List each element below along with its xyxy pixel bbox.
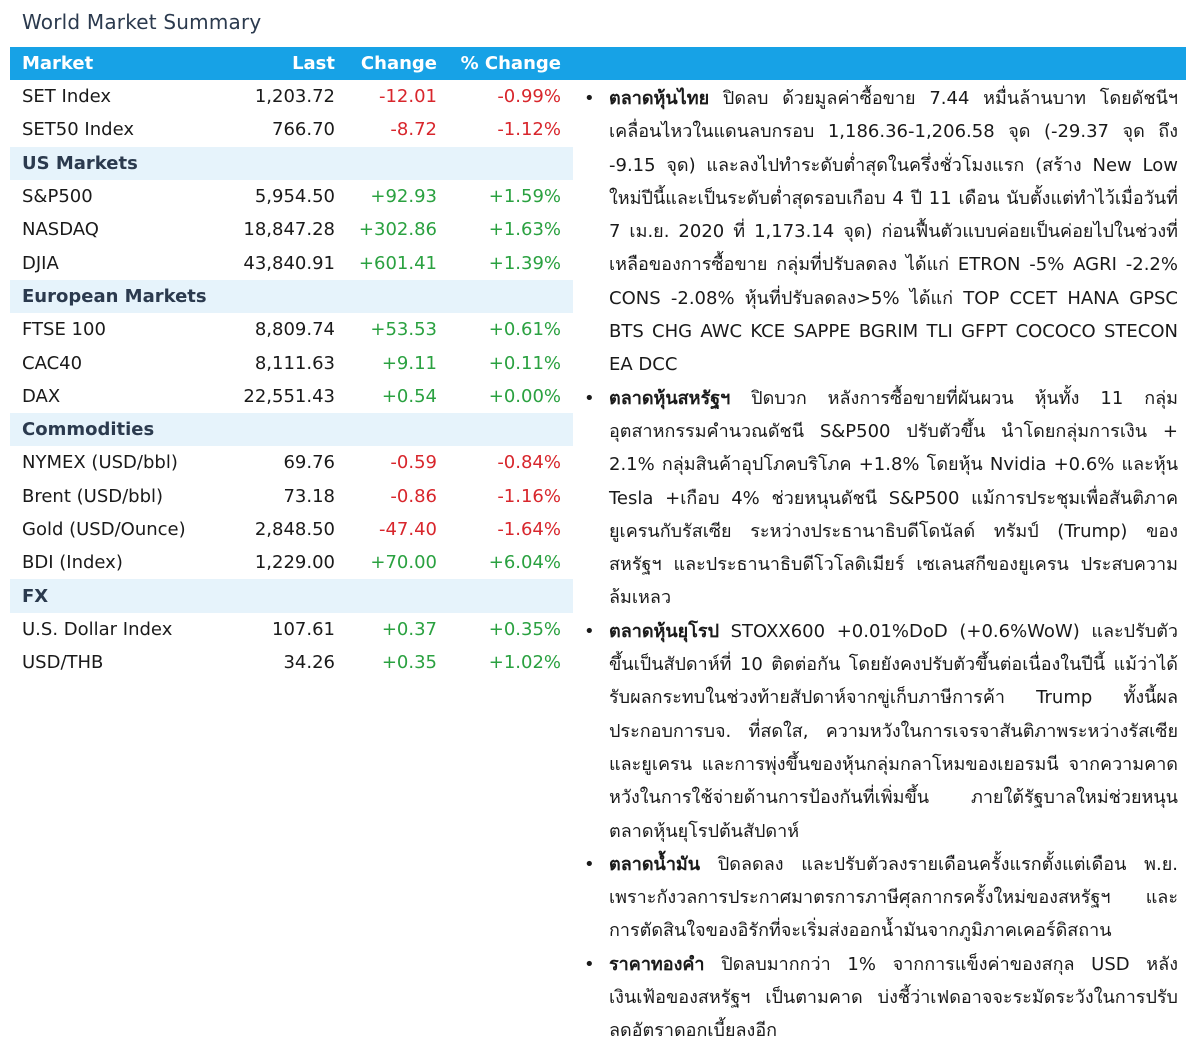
pct-change-value: +6.04% bbox=[488, 552, 561, 574]
market-name: DAX bbox=[22, 385, 61, 407]
last-value: 69.76 bbox=[283, 452, 335, 474]
pct-change-value: -0.84% bbox=[497, 452, 561, 474]
news-title: ตลาดน้ำมัน bbox=[609, 853, 701, 875]
change-value: +92.93 bbox=[370, 186, 437, 208]
bullet-icon: • bbox=[584, 387, 595, 409]
last-value: 22,551.43 bbox=[243, 385, 335, 407]
table-row bbox=[10, 180, 573, 213]
market-name: Brent (USD/bbl) bbox=[22, 485, 164, 507]
news-title: ราคาทองคำ bbox=[609, 953, 705, 975]
pct-change-value: +0.00% bbox=[488, 385, 561, 407]
column-header-pct-change: % Change bbox=[460, 53, 561, 74]
news-body: ปิดลบ ด้วยมูลค่าซื้อขาย 7.44 หมื่นล้านบาท โดยดัชนีฯ เคลื่อนไหวในแดนลบกรอบ 1,186.36-1,206.58 จุด (-29.37 จุด ถึง -9.15 จุด) และลงไปทำระดับต่ำสุดในครึ่งชั่วโมงแรก (สร้าง New Low ใหม่ปีนี้และเป็นระดับต่ำสุดรอบเกือบ 4 ปี 11 เดือน นับตั้งแต่ทำไว้เมื่อวันที่ 7 เม.ย. 2020 ที่ 1,173.14 จุด) ก่อนฟื้นตัวแบบค่อยเป็นค่อยไปในช่วงที่เหลือของการซื้อขาย กลุ่มที่ปรับลดลง ได้แก่ ETRON -5% AGRI -2.2% CONS -2.08% หุ้นที่ปรับลดลง>5% ได้แก่ TOP CCET HANA GPSC BTS CHG AWC KCE SAPPE BGRIM TLI GFPT COCOCO STECON EA DCC bbox=[609, 88, 1178, 376]
news-item bbox=[582, 848, 1178, 948]
market-table-body bbox=[10, 80, 573, 679]
news-title: ตลาดหุ้นไทย bbox=[609, 88, 710, 109]
market-name: NASDAQ bbox=[22, 219, 99, 241]
last-value: 43,840.91 bbox=[243, 252, 335, 274]
bullet-icon: • bbox=[584, 620, 595, 642]
table-row bbox=[10, 313, 573, 346]
group-label: US Markets bbox=[10, 147, 573, 180]
pct-change-value: +0.35% bbox=[488, 618, 561, 640]
news-list bbox=[582, 82, 1178, 1048]
change-value: -8.72 bbox=[390, 119, 437, 141]
change-value: +0.35 bbox=[381, 652, 437, 674]
pct-change-value: -0.99% bbox=[497, 86, 561, 108]
pct-change-value: -1.64% bbox=[497, 519, 561, 540]
last-value: 73.18 bbox=[283, 485, 335, 507]
column-header-last: Last bbox=[292, 53, 335, 74]
group-row bbox=[10, 147, 573, 180]
pct-change-value: +0.61% bbox=[488, 319, 561, 341]
pct-change-value: +1.39% bbox=[488, 252, 561, 274]
news-body: ปิดลดลง และปรับตัวลงรายเดือนครั้งแรกตั้งแต่เดือน พ.ย. เพราะกังวลการประกาศมาตรการภาษีศุลกากรครั้งใหม่ของสหรัฐฯ และการตัดสินใจของอิรักที่จะเริ่มส่งออกน้ำมันจากภูมิภาคเคอร์ดิสถาน bbox=[609, 853, 1178, 942]
news-item bbox=[582, 382, 1178, 615]
last-value: 2,848.50 bbox=[254, 519, 335, 540]
group-row bbox=[10, 280, 573, 313]
last-value: 5,954.50 bbox=[254, 186, 335, 208]
news-title: ตลาดหุ้นยุโรป bbox=[609, 620, 719, 642]
market-name: U.S. Dollar Index bbox=[22, 618, 173, 640]
column-header-change: Change bbox=[360, 53, 437, 74]
last-value: 8,111.63 bbox=[254, 352, 335, 374]
pct-change-value: +1.59% bbox=[488, 186, 561, 208]
bullet-icon: • bbox=[584, 88, 595, 109]
market-name: CAC40 bbox=[22, 352, 83, 374]
market-name: FTSE 100 bbox=[22, 319, 106, 341]
table-row bbox=[10, 646, 573, 679]
news-body: ปิดลบมากกว่า 1% จากการแข็งค่าของสกุล USD หลังเงินเฟ้อของสหรัฐฯ เป็นตามคาด บ่งชี้ว่าเฟดอาจจะระมัดระวังในการปรับลดอัตราดอกเบี้ยลงอีก bbox=[609, 953, 1178, 1042]
change-value: +9.11 bbox=[381, 352, 437, 374]
bullet-icon: • bbox=[584, 953, 595, 975]
news-title: ตลาดหุ้นสหรัฐฯ bbox=[609, 387, 731, 409]
change-value: -0.86 bbox=[390, 485, 437, 507]
pct-change-value: +0.11% bbox=[488, 352, 561, 374]
news-body: ปิดบวก หลังการซื้อขายที่ผันผวน หุ้นทั้ง 11 กลุ่มอุตสาหกรรมคำนวณดัชนี S&P500 ปรับตัวขึ้น นำโดยกลุ่มการเงิน + 2.1% กลุ่มสินค้าอุปโภคบริโภค +1.8% โดยหุ้น Nvidia +0.6% และหุ้น Tesla +เกือบ 4% ช่วยหนุนดัชนี S&P500 แม้การประชุมเพื่อสันติภาคยูเครนกับรัสเซีย ระหว่างประธานาธิบดีโดนัลด์ ทรัมป์ (Trump) ของสหรัฐฯ และประธานาธิบดีโวโลดิเมียร์ เซเลนสกีของยูเครน ประสบความล้มเหลว bbox=[609, 387, 1178, 609]
group-row bbox=[10, 413, 573, 446]
news-item bbox=[582, 82, 1178, 382]
group-label: Commodities bbox=[10, 413, 573, 446]
pct-change-value: -1.16% bbox=[497, 485, 561, 507]
change-value: -0.59 bbox=[390, 452, 437, 474]
market-name: BDI (Index) bbox=[22, 552, 123, 574]
last-value: 766.70 bbox=[272, 119, 335, 141]
group-label: FX bbox=[10, 579, 573, 612]
last-value: 1,229.00 bbox=[254, 552, 335, 574]
group-row bbox=[10, 579, 573, 612]
pct-change-value: +1.02% bbox=[488, 652, 561, 674]
group-label: European Markets bbox=[10, 280, 573, 313]
table-row bbox=[10, 480, 573, 513]
last-value: 34.26 bbox=[283, 652, 335, 674]
news-item bbox=[582, 948, 1178, 1048]
market-name: USD/THB bbox=[22, 652, 104, 674]
page-title: World Market Summary bbox=[22, 10, 262, 34]
table-row bbox=[10, 246, 573, 279]
change-value: +0.54 bbox=[381, 385, 437, 407]
market-name: Gold (USD/Ounce) bbox=[22, 519, 186, 540]
table-header-row bbox=[10, 47, 573, 80]
last-value: 8,809.74 bbox=[254, 319, 335, 341]
last-value: 18,847.28 bbox=[243, 219, 335, 241]
bullet-icon: • bbox=[584, 853, 595, 875]
table-row bbox=[10, 446, 573, 479]
market-table bbox=[10, 47, 573, 679]
table-row bbox=[10, 513, 573, 546]
change-value: +70.00 bbox=[370, 552, 437, 574]
table-row bbox=[10, 80, 573, 113]
change-value: +0.37 bbox=[381, 618, 437, 640]
change-value: +53.53 bbox=[370, 319, 437, 341]
last-value: 1,203.72 bbox=[254, 86, 335, 108]
change-value: +302.86 bbox=[358, 219, 437, 241]
table-row bbox=[10, 113, 573, 146]
market-name: DJIA bbox=[22, 252, 59, 274]
last-value: 107.61 bbox=[272, 618, 335, 640]
column-header-market: Market bbox=[22, 53, 94, 74]
table-row bbox=[10, 380, 573, 413]
news-item bbox=[582, 615, 1178, 848]
market-name: NYMEX (USD/bbl) bbox=[22, 452, 178, 474]
table-row bbox=[10, 546, 573, 579]
change-value: +601.41 bbox=[358, 252, 437, 274]
market-name: S&P500 bbox=[22, 186, 93, 208]
change-value: -12.01 bbox=[378, 86, 437, 108]
pct-change-value: -1.12% bbox=[497, 119, 561, 141]
market-name: SET50 Index bbox=[22, 119, 134, 141]
table-row bbox=[10, 613, 573, 646]
market-name: SET Index bbox=[22, 86, 112, 108]
news-body: STOXX600 +0.01%DoD (+0.6%WoW) และปรับตัวขึ้นเป็นสัปดาห์ที่ 10 ติดต่อกัน โดยยังคงปรับตัวขึ้นต่อเนื่องในปีนี้ แม้ว่าได้รับผลกระทบในช่วงท้ายสัปดาห์จากขู่เก็บภาษีการค้า Trump ทั้งนี้ผลประกอบการบจ. ที่สดใส, ความหวังในการเจรจาสันติภาพระหว่างรัสเซียและยูเครน และการพุ่งขึ้นของหุ้นกลุ่มกลาโหมของเยอรมนี จากความคาดหวังในการใช้จ่ายด้านการป้องกันที่เพิ่มขึ้น ภายใต้รัฐบาลใหม่ช่วยหนุนตลาดหุ้นยุโรปต้นสัปดาห์ bbox=[609, 620, 1178, 842]
change-value: -47.40 bbox=[378, 519, 437, 540]
table-row bbox=[10, 346, 573, 379]
pct-change-value: +1.63% bbox=[488, 219, 561, 241]
table-row bbox=[10, 213, 573, 246]
